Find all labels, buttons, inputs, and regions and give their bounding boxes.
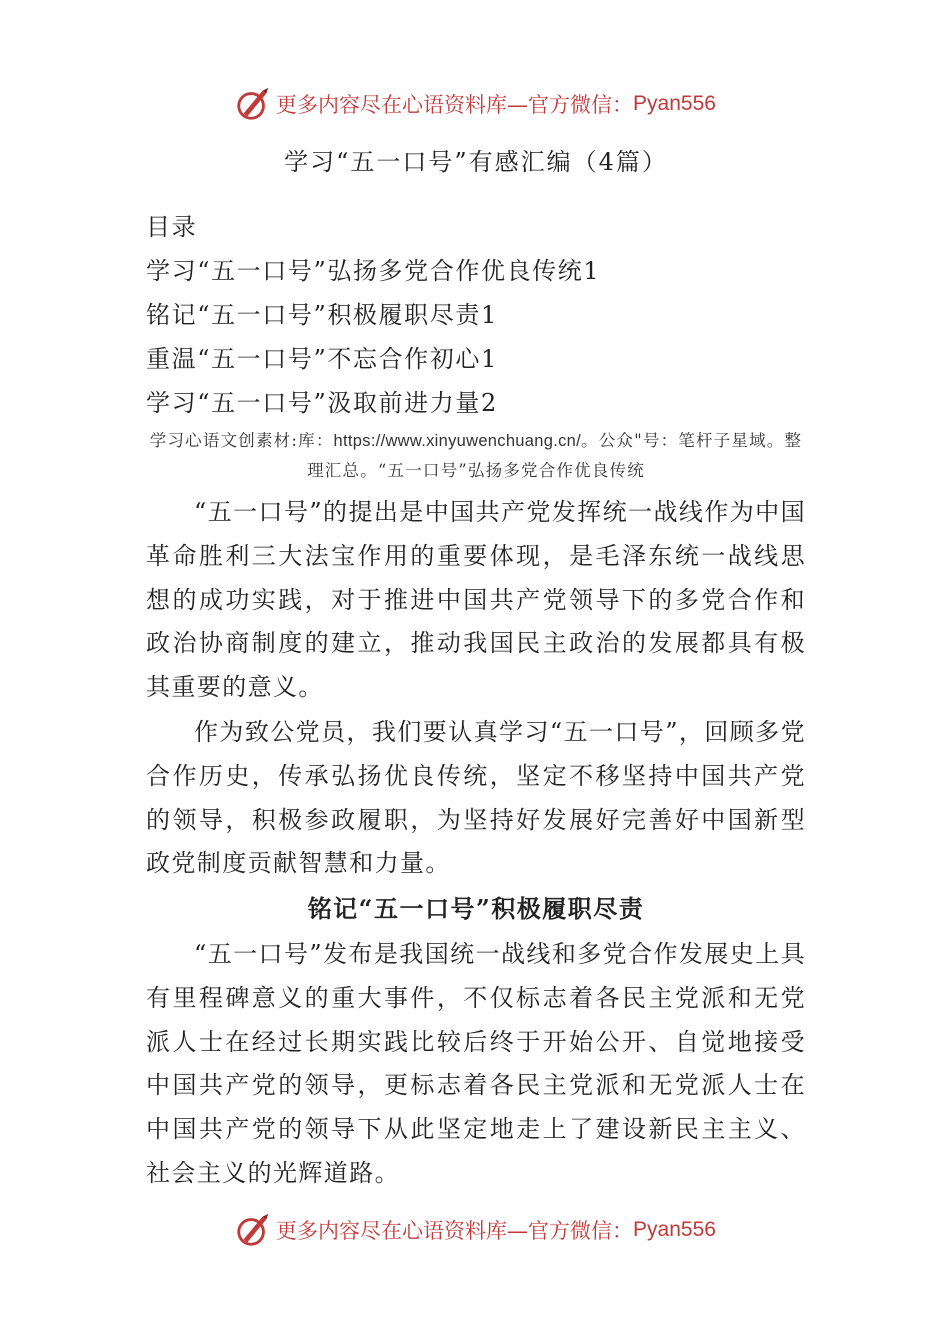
toc-item[interactable]: 学习“五一口号”弘扬多党合作优良传统1 <box>146 257 601 285</box>
source-prefix: 学习心语文创素材:库： <box>149 431 334 450</box>
banner-account: Pyan556 <box>633 92 716 115</box>
source-suffix: 。公众"号：笔杆子星域。整理汇总。“五一口号”弘扬多党合作优良传统 <box>307 431 803 480</box>
banner-text: 更多内容尽在心语资料库—官方微信： <box>276 93 634 117</box>
toc-item[interactable]: 重温“五一口号”不忘合作初心1 <box>146 345 498 373</box>
banner-account: Pyan556 <box>633 1218 716 1241</box>
toc-item[interactable]: 学习“五一口号”汲取前进力量2 <box>146 389 498 417</box>
body-paragraph: “五一口号”发布是我国统一战线和多党合作发展史上具有里程碑意义的重大事件，不仅标志着各民主党派和无党派人士在经过长期实践比较后终于开始公开、自觉地接受中国共产党的领导，更标志着各民主党派和无党派人士在中国共产党的领导下从此坚定地走上了建设新民主主义、社会主义的光辉道路。 <box>146 940 806 1187</box>
body-paragraph: 作为致公党员，我们要认真学习“五一口号”，回顾多党合作历史，传承弘扬优良传统，坚定不移坚持中国共产党的领导，积极参政履职，为坚持好发展好完善好中国新型政党制度贡献智慧和力量。 <box>146 718 806 878</box>
source-url[interactable]: https://www.xinyuwenchuang.cn/ <box>333 432 582 450</box>
toc-item[interactable]: 铭记“五一口号”积极履职尽责1 <box>146 301 498 329</box>
source-note <box>146 426 806 485</box>
document-title: 学习“五一口号”有感汇编（4篇） <box>284 148 668 176</box>
body-paragraph: “五一口号”的提出是中国共产党发挥统一战线作为中国革命胜利三大法宝作用的重要体现，是毛泽东统一战线思想的成功实践，对于推进中国共产党领导下的多党合作和政治协商制度的建立，推动我国民主政治的发展都具有极其重要的意义。 <box>146 498 806 702</box>
table-of-contents <box>146 205 806 425</box>
toc-heading: 目录 <box>146 213 198 241</box>
pen-circle-logo-icon <box>234 85 272 123</box>
section-heading: 铭记“五一口号”积极履职尽责 <box>307 894 645 923</box>
pen-circle-logo-icon <box>234 1211 272 1249</box>
banner-text: 更多内容尽在心语资料库—官方微信： <box>276 1219 634 1243</box>
header-banner <box>0 84 950 124</box>
footer-banner <box>0 1210 950 1250</box>
